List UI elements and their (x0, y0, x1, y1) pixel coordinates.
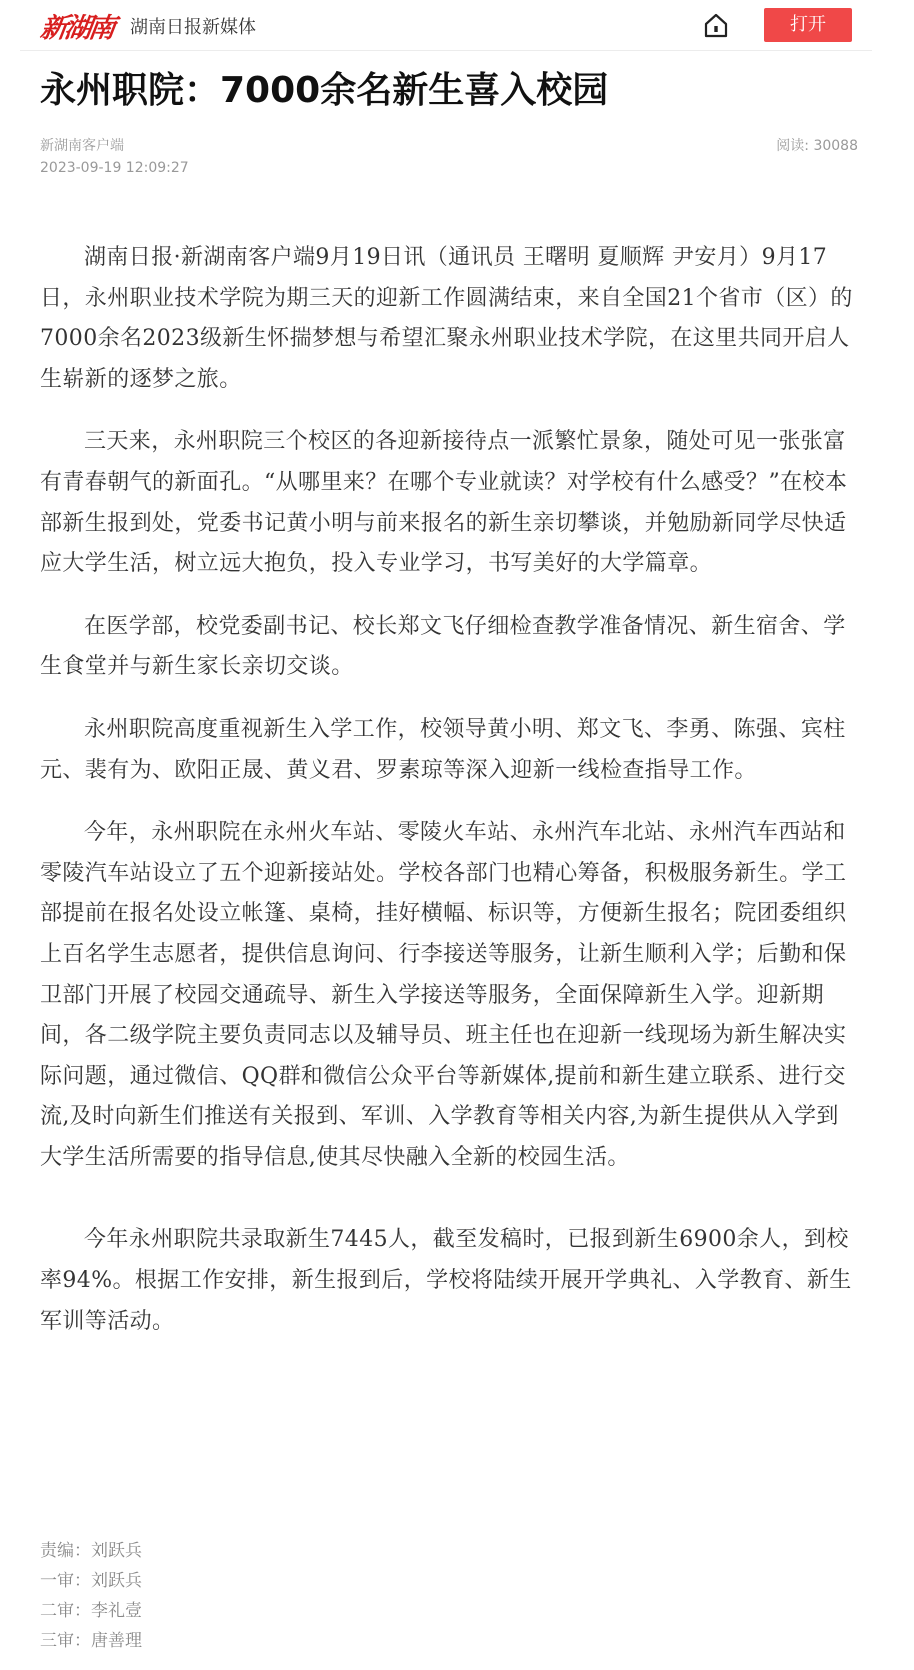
article-source: 新湖南客户端 (40, 138, 124, 154)
read-count: 阅读: 30088 (776, 138, 858, 154)
paragraph: 今年，永州职院在永州火车站、零陵火车站、永州汽车北站、永州汽车西站和零陵汽车站设立了五个迎新接站处。学校各部门也精心筹备，积极服务新生。学工部提前在报名处设立帐篷、桌椅，挂好横幅、标识等，方便新生报名；院团委组织上百名学生志愿者，提供信息询问、行李接送等服务，让新生顺利入学；后勤和保卫部门开展了校园交通疏导、新生入学接送等服务，全面保障新生入学。迎新期间，各二级学院主要负责同志以及辅导员、班主任也在迎新一线现场为新生解决实际问题，通过微信、QQ群和微信公众平台等新媒体,提前和新生建立联系、进行交流,及时向新生们推送有关报到、军训、入学教育等相关内容,为新生提供从入学到大学生活所需要的指导信息,使其尽快融入全新的校园生活。 (40, 820, 847, 1170)
paragraph: 湖南日报·新湖南客户端9月19日讯（通讯员 王曙明 夏顺辉 尹安月）9月17日，永州职业技术学院为期三天的迎新工作圆满结束，来自全国21个省市（区）的7000余名2023级新生怀揣梦想与希望汇聚永州职业技术学院，在这里共同开启人生崭新的逐梦之旅。 (40, 245, 853, 392)
article-title: 永州职院：7000余名新生喜入校园 (40, 70, 609, 111)
top-bar (20, 0, 872, 51)
paragraph: 永州职院高度重视新生入学工作，校领导黄小明、郑文飞、李勇、陈强、宾柱元、裴有为、欧阳正晟、黄义君、罗素琼等深入迎新一线检查指导工作。 (40, 716, 846, 783)
paragraph: 在医学部，校党委副书记、校长郑文飞仔细检查教学准备情况、新生宿舍、学生食堂并与新生家长亲切交谈。 (40, 613, 846, 680)
editor-line: 一审：刘跃兵 (40, 1571, 142, 1591)
site-logo[interactable]: 新湖南 (38, 13, 115, 44)
home-icon[interactable] (702, 11, 730, 39)
editor-line: 责编：刘跃兵 (40, 1541, 142, 1561)
paragraph: 三天来，永州职院三个校区的各迎新接待点一派繁忙景象，随处可见一张张富有青春朝气的新面孔。“从哪里来？在哪个专业就读？对学校有什么感受？”在校本部新生报到处，党委书记黄小明与前来报名的新生亲切攀谈，并勉励新同学尽快适应大学生活，树立远大抱负，投入专业学习，书写美好的大学篇章。 (40, 429, 848, 577)
article-body (40, 238, 858, 1342)
editor-line: 二审：李礼壹 (40, 1601, 142, 1621)
publish-time: 2023-09-19 12:09:27 (40, 160, 189, 176)
open-app-button[interactable]: 打开 (764, 8, 852, 42)
brand-name: 湖南日报新媒体 (130, 17, 256, 38)
editor-credits (40, 1536, 142, 1656)
paragraph: 今年永州职院共录取新生7445人，截至发稿时，已报到新生6900余人，到校率94%。根据工作安排，新生报到后，学校将陆续开展开学典礼、入学教育、新生军训等活动。 (40, 1227, 852, 1334)
editor-line: 三审：唐善理 (40, 1631, 142, 1651)
